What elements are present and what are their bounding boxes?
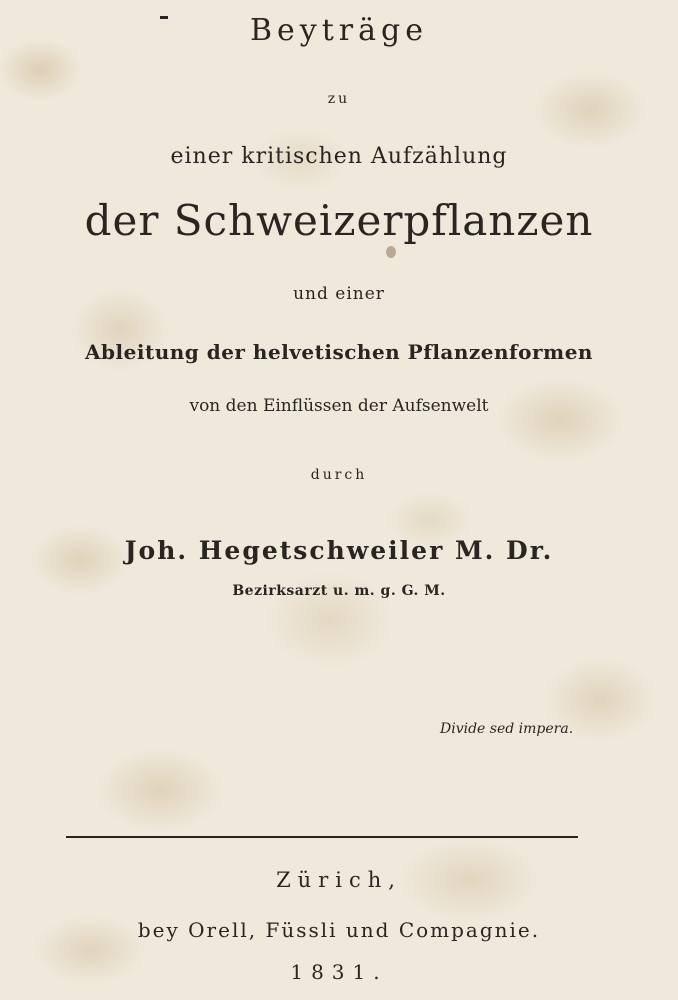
- subtitle-einfluessen: von den Einflüssen der Aufsenwelt: [189, 396, 489, 416]
- divider-rule: [66, 836, 578, 838]
- title-line-kritischen: einer kritischen Aufzählung: [170, 144, 508, 169]
- publication-year: 1831.: [290, 960, 388, 984]
- title-connector-und-einer: und einer: [293, 284, 385, 304]
- ink-stain: [386, 246, 396, 258]
- main-title: der Schweizerpflanzen: [84, 196, 594, 245]
- title-first-word: Beyträge: [250, 13, 428, 48]
- by-line-durch: durch: [310, 467, 368, 483]
- publication-place: Zürich,: [276, 868, 402, 892]
- subtitle-ableitung: Ableitung der helvetischen Pflanzenformen: [85, 340, 593, 364]
- author-name: Joh. Hegetschweiler M. Dr.: [124, 536, 554, 565]
- author-title: Bezirksarzt u. m. g. G. M.: [232, 583, 446, 599]
- publisher: bey Orell, Füssli und Compagnie.: [137, 918, 541, 942]
- motto: Divide sed impera.: [440, 721, 574, 737]
- title-connector-zu: zu: [327, 91, 351, 107]
